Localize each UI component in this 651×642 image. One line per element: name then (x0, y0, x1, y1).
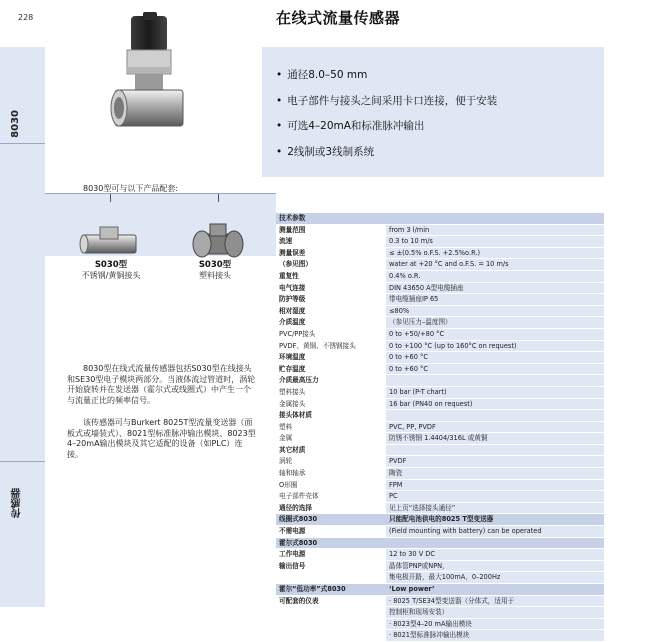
technical-specs-table (276, 213, 604, 642)
spec-row (276, 259, 604, 271)
spec-row (276, 282, 604, 294)
spec-value: 0.3 to 10 m/s (386, 236, 604, 248)
spec-value: 防锈不锈钢 1.4404/316L 或黄铜 (386, 433, 604, 445)
spec-key: 技术参数 (276, 213, 386, 224)
spec-key: 塑料接头 (276, 386, 386, 398)
spec-row (276, 584, 604, 596)
spec-key (276, 618, 386, 630)
spec-row (276, 363, 604, 375)
spec-value: from 3 l/min (386, 224, 604, 236)
spec-row (276, 549, 604, 561)
spec-value: DIN 43650 A型电缆插座 (386, 282, 604, 294)
spec-row (276, 630, 604, 642)
spec-value: 0 to +60 °C (386, 352, 604, 364)
spec-key: 防护等级 (276, 294, 386, 306)
spec-row (276, 537, 604, 549)
spec-key (276, 630, 386, 642)
feature-item: • 电子部件与接头之间采用卡口连接，便于安装 (276, 94, 497, 120)
spec-key: 线圈式8030 (276, 514, 386, 526)
spec-value: ≤80% (386, 305, 604, 317)
spec-value: 见上页“选择接头通径” (386, 502, 604, 514)
sidebar-divider (0, 461, 45, 462)
product-desc: 塑料接头 (199, 271, 231, 280)
sidebar-divider (0, 143, 45, 144)
spec-key: 霍尔“低功率”式8030 (276, 584, 386, 596)
spec-row (276, 607, 604, 619)
spec-row (276, 456, 604, 468)
spec-value: 带电缆插座IP 65 (386, 294, 604, 306)
spec-value: · 8023型4–20 mA输出模块 (386, 618, 604, 630)
spec-key: 电子部件壳体 (276, 491, 386, 503)
spec-value: (Field mounting with battery) can be operated (386, 526, 604, 538)
spec-value: 只能配电池供电的8025 T型变送器 (386, 514, 604, 526)
spec-value: 晶体管PNP或NPN， (386, 560, 604, 572)
spec-row (276, 270, 604, 282)
spec-key (276, 607, 386, 619)
spec-row (276, 352, 604, 364)
spec-row (276, 572, 604, 584)
feature-item: • 通径8.0–50 mm (276, 68, 497, 94)
spec-row (276, 491, 604, 503)
spec-row (276, 410, 604, 422)
spec-key: 涡轮 (276, 456, 386, 468)
spec-value: PVDF (386, 456, 604, 468)
section-name: 传感器 (12, 488, 23, 518)
spec-key: 电气连接 (276, 282, 386, 294)
spec-key: 输出信号 (276, 560, 386, 572)
product-plastic-fitting (190, 258, 240, 281)
callout-tick (218, 194, 219, 202)
spec-key: （参见图） (276, 259, 386, 271)
spec-value: 0 to +100 °C (up to 160°C on request) (386, 340, 604, 352)
spec-row (276, 294, 604, 306)
spec-row (276, 560, 604, 572)
spec-row (276, 247, 604, 259)
spec-value: 12 to 30 V DC (386, 549, 604, 561)
spec-key: 可配套的仪表 (276, 595, 386, 607)
spec-key: 介质最高压力 (276, 375, 386, 387)
spec-value: （参见压力–温度图） (386, 317, 604, 329)
spec-key: O形圈 (276, 479, 386, 491)
spec-value: · 8021型标准脉冲输出模块 (386, 630, 604, 642)
spec-value: 10 bar (P-T chart) (386, 386, 604, 398)
sensor-8030-illustration (105, 12, 200, 157)
spec-value: PVC, PP, PVDF (386, 421, 604, 433)
metal-fitting-illustration (78, 225, 140, 261)
spec-row (276, 502, 604, 514)
spec-row (276, 526, 604, 538)
spec-row (276, 236, 604, 248)
feature-item: • 可选4–20mA和标准脉冲输出 (276, 119, 497, 145)
spec-value: 0 to +50/+80 °C (386, 328, 604, 340)
spec-row (276, 328, 604, 340)
spec-row (276, 386, 604, 398)
spec-key: 金属 (276, 433, 386, 445)
spec-key: 其它材质 (276, 444, 386, 456)
spec-row (276, 468, 604, 480)
spec-key: 不需电源 (276, 526, 386, 538)
spec-key (276, 572, 386, 584)
spec-row (276, 421, 604, 433)
spec-row (276, 618, 604, 630)
spec-key: 通径的选择 (276, 502, 386, 514)
section-code: 8030 (10, 110, 21, 138)
spec-value: 陶瓷 (386, 468, 604, 480)
spec-value: 0.4% o.R. (386, 270, 604, 282)
spec-value: 16 bar (PN40 on request) (386, 398, 604, 410)
spec-value (386, 537, 604, 549)
spec-row (276, 444, 604, 456)
spec-value: ‘Low power’ (386, 584, 604, 596)
spec-row (276, 340, 604, 352)
spec-row (276, 375, 604, 387)
spec-value: · 8025 T/SE34型变送器（分体式，适用于 (386, 595, 604, 607)
spec-key: 接头体材质 (276, 410, 386, 422)
callout-line (45, 193, 276, 194)
product-name: S030型 (198, 260, 232, 270)
spec-key: 金属接头 (276, 398, 386, 410)
product-metal-fitting (81, 258, 141, 281)
spec-value: PC (386, 491, 604, 503)
feature-item: • 2线制或3线制系统 (276, 145, 497, 171)
spec-key: 环境温度 (276, 352, 386, 364)
sidebar-strip (0, 47, 45, 607)
spec-row (276, 595, 604, 607)
spec-key: 相对湿度 (276, 305, 386, 317)
spec-row (276, 224, 604, 236)
spec-value (386, 375, 604, 387)
spec-value: FPM (386, 479, 604, 491)
callout-tick (110, 194, 111, 202)
spec-value: water at +20 °C and o.F.S. = 10 m/s (386, 259, 604, 271)
spec-row (276, 514, 604, 526)
spec-key: PVC/PP接头 (276, 328, 386, 340)
spec-value (386, 410, 604, 422)
plastic-fitting-illustration (190, 220, 245, 262)
page-number: 228 (18, 13, 34, 22)
spec-value: 控制柜和现场安装） (386, 607, 604, 619)
spec-key: 霍尔式8030 (276, 537, 386, 549)
feature-list (276, 68, 497, 170)
product-name: S030型 (94, 260, 128, 270)
spec-value: 集电极开路，最大100mA，0–200Hz (386, 572, 604, 584)
spec-value (386, 444, 604, 456)
spec-row (276, 479, 604, 491)
spec-key: 流速 (276, 236, 386, 248)
description-paragraph: 8030型在线式流量传感器包括S030型在线接头和SE30型电子模块两部分。当液体流过管道时，涡轮开始旋转并在发送器（霍尔式或线圈式）中产生一个与流量正比的频率信号。 (67, 364, 256, 405)
spec-row (276, 305, 604, 317)
spec-value (386, 213, 604, 224)
spec-key: 重复性 (276, 270, 386, 282)
spec-key: 轴和轴承 (276, 468, 386, 480)
spec-row (276, 317, 604, 329)
spec-row (276, 213, 604, 224)
product-desc: 不锈钢/黄铜接头 (81, 271, 141, 280)
compatible-products-label: 8030型可与以下产品配套: (83, 184, 179, 193)
spec-value: 0 to +60 °C (386, 363, 604, 375)
spec-key: 测量范围 (276, 224, 386, 236)
spec-key: 贮存温度 (276, 363, 386, 375)
spec-key: 工作电源 (276, 549, 386, 561)
description-paragraph: 该传感器可与Burkert 8025T型流量变送器（面板式或墙装式）、8021型标准脉冲输出模块、8023型4–20mA输出模块及其它适配的设备（如PLC）连接。 (67, 418, 256, 459)
spec-key: 测量误差 (276, 247, 386, 259)
spec-row (276, 398, 604, 410)
page-title: 在线式流量传感器 (276, 9, 401, 27)
spec-row (276, 433, 604, 445)
spec-key: 介质温度 (276, 317, 386, 329)
spec-key: 塑料 (276, 421, 386, 433)
spec-key: PVDF、黄铜、不锈钢接头 (276, 340, 386, 352)
spec-value: ≤ ±(0.5% o.F.S. +2.5%o.R.) (386, 247, 604, 259)
